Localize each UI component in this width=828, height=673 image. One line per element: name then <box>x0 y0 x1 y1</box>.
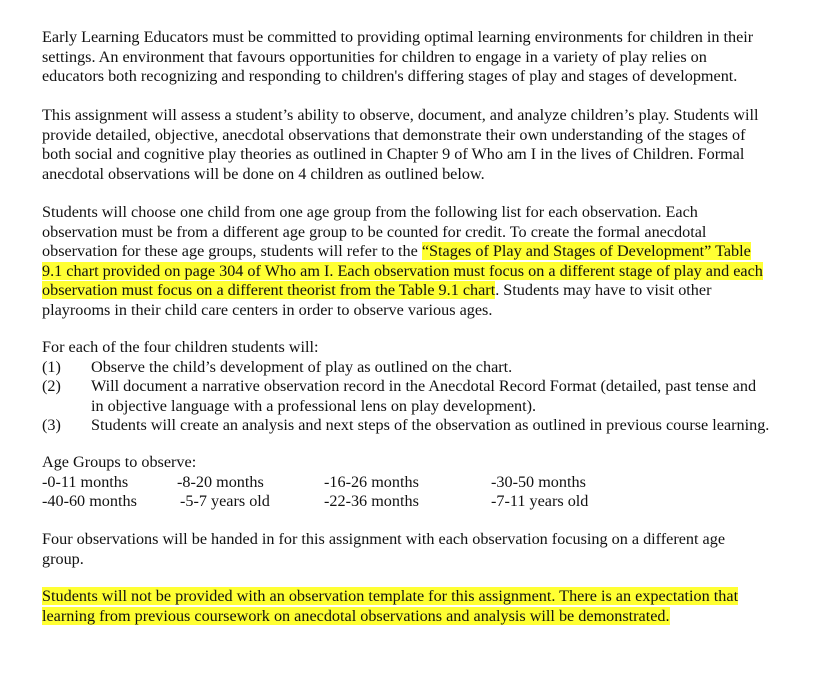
text-line <box>42 281 802 301</box>
age-groups-section <box>42 453 802 512</box>
age-group: -40-60 months <box>42 492 137 511</box>
list-text: in objective language with a professional lens on play development). <box>91 396 537 415</box>
plain-text: . Students may have to visit other <box>495 281 712 300</box>
highlighted-text: observation must focus on a different theorist from the Table 9.1 chart <box>42 281 496 300</box>
intro-paragraph <box>42 28 802 87</box>
text-line <box>42 242 802 262</box>
list-item <box>42 416 802 436</box>
age-group: -22-36 months <box>324 492 419 511</box>
steps-section <box>42 338 802 436</box>
text-line: settings. An environment that favours opportunities for children to engage in a variety of play relies on <box>42 47 707 66</box>
text-line: anecdotal observations will be done on 4 children as outlined below. <box>42 164 485 183</box>
list-text: Observe the child’s development of play as outlined on the chart. <box>91 357 513 376</box>
highlighted-text: 9.1 chart provided on page 304 of Who am I. Each observation must focus on a different stage of play and each <box>42 261 763 280</box>
list-text: Will document a narrative observation record in the Anecdotal Record Format (detailed, past tense and <box>91 377 757 396</box>
highlighted-text: “Stages of Play and Stages of Development” Table <box>421 242 751 261</box>
observations-paragraph <box>42 530 802 569</box>
text-line: playrooms in their child care centers in order to observe various ages. <box>42 300 493 319</box>
assignment-paragraph <box>42 106 802 184</box>
list-number: (1) <box>42 357 61 376</box>
list-item-continuation <box>42 397 802 417</box>
text-line <box>42 587 802 607</box>
age-groups-row <box>42 473 802 493</box>
text-line: educators both recognizing and responding to children's differing stages of play and stages of development. <box>42 67 738 86</box>
age-groups-row <box>42 492 802 512</box>
highlighted-text: learning from previous coursework on anecdotal observations and analysis will be demonstrated. <box>42 606 670 625</box>
text-line: group. <box>42 549 84 568</box>
list-item <box>42 377 802 397</box>
closing-paragraph <box>42 587 802 626</box>
age-group: -0-11 months <box>42 472 129 491</box>
list-number: (2) <box>42 377 61 396</box>
list-number: (3) <box>42 416 61 435</box>
text-line <box>42 607 802 627</box>
plain-text: observation for these age groups, students will refer to the <box>42 242 422 261</box>
list-item <box>42 358 802 378</box>
text-line: Four observations will be handed in for this assignment with each observation focusing on a different age <box>42 530 726 548</box>
age-group: -30-50 months <box>491 472 586 491</box>
age-groups-heading: Age Groups to observe: <box>42 453 197 471</box>
text-line <box>42 262 802 282</box>
steps-intro: For each of the four children students will: <box>42 338 319 356</box>
age-group: -16-26 months <box>324 472 419 491</box>
instructions-paragraph <box>42 203 802 321</box>
text-line: observation must be from a different age group to be counted for credit. To create the formal anecdotal <box>42 222 707 241</box>
text-line: Students will choose one child from one age group from the following list for each observation. Each <box>42 203 698 221</box>
text-line: provide detailed, objective, anecdotal observations that demonstrate their own understanding of the stages of <box>42 125 746 144</box>
text-line: both social and cognitive play theories as outlined in Chapter 9 of Who am I in the lives of Children. Formal <box>42 145 745 164</box>
text-line: This assignment will assess a student’s ability to observe, document, and analyze children’s play. Students will <box>42 106 759 124</box>
text-line: Early Learning Educators must be committed to providing optimal learning environments for children in their <box>42 28 754 46</box>
age-group: -5-7 years old <box>180 492 270 511</box>
highlighted-text: Students will not be provided with an observation template for this assignment. There is an expectation that <box>42 587 739 605</box>
list-text: Students will create an analysis and next steps of the observation as outlined in previous course learning. <box>91 416 770 435</box>
age-group: -8-20 months <box>177 472 264 491</box>
age-group: -7-11 years old <box>491 492 589 511</box>
